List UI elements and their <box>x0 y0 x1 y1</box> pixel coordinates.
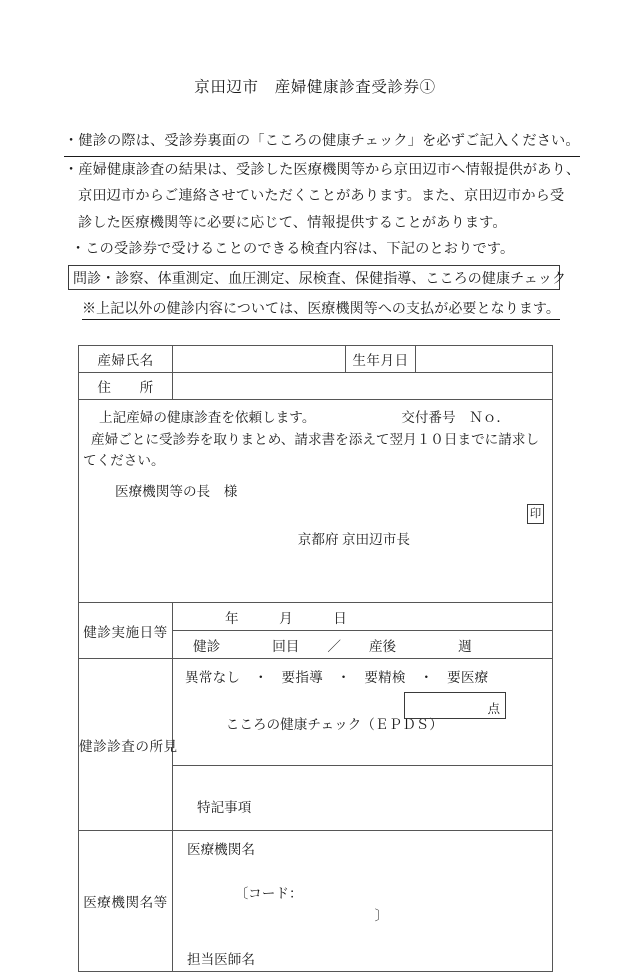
count-unit: 回目 <box>272 638 300 654</box>
request-issuer-row <box>79 507 552 593</box>
exam-note <box>68 298 560 320</box>
table-row-name <box>79 346 553 373</box>
intro-line-5 <box>64 236 569 263</box>
intro-notes <box>64 128 581 263</box>
label-findings: 健診診査の所見 <box>79 659 173 831</box>
epds-row <box>173 697 552 765</box>
table-row-address <box>79 373 553 400</box>
request-line-3: てください。 <box>83 453 165 468</box>
request-statement: 上記産婦の健康診査を依頼します。 <box>99 410 316 425</box>
exam-contents-box <box>68 265 567 290</box>
field-name-value[interactable] <box>173 346 346 373</box>
intro-line-4-text: 診した医療機関等に必要に応じて、情報提供することがあります。 <box>78 214 507 231</box>
issue-number-label: 交付番号 Ｎｏ． <box>401 410 510 425</box>
findings-top-cell <box>173 659 553 766</box>
request-block <box>79 400 553 603</box>
intro-line-1 <box>64 128 580 157</box>
label-name: 産婦氏名 <box>79 346 173 373</box>
label-institution: 医療機関名等 <box>79 831 173 972</box>
institution-code-row <box>187 861 552 949</box>
intro-line-3 <box>64 183 569 210</box>
exam-note-text: ※上記以外の健診内容については、医療機関等への支払が必要となります。 <box>82 298 560 320</box>
week-unit: 週 <box>458 638 472 654</box>
table-row-exam-date-upper <box>79 603 553 631</box>
notes-label: 特記事項 <box>197 800 252 815</box>
findings-options[interactable]: 異常なし ・ 要指導 ・ 要精検 ・ 要医療 <box>185 670 489 685</box>
institution-name-label: 医療機関名 <box>187 842 255 857</box>
exam-contents-text: 問診・診察、体重測定、血圧測定、尿検査、保健指導、こころの健康チェック <box>73 271 567 287</box>
field-exam-date-ymd[interactable] <box>173 603 553 631</box>
label-exam-date: 健診実施日等 <box>79 603 173 659</box>
slash-separator: ／ <box>327 638 341 654</box>
issuer-name: 京都府 京田辺市長 <box>297 531 410 547</box>
field-exam-count[interactable] <box>173 631 553 659</box>
table-row-findings-top <box>79 659 553 766</box>
findings-notes-cell[interactable] <box>173 766 553 831</box>
code-close-bracket: 〕 <box>374 908 389 923</box>
month-unit: 月 <box>279 610 294 626</box>
field-address-value[interactable] <box>173 373 553 400</box>
intro-line-2 <box>64 157 581 184</box>
postpartum-label: 産後 <box>368 638 397 654</box>
form-table <box>78 345 553 972</box>
epds-label: こころの健康チェック（ＥＰＤＳ） <box>225 717 443 732</box>
intro-line-3-text: 京田辺市からご連絡させていただくことがあります。また、京田辺市から受 <box>78 188 565 204</box>
epds-score-input[interactable] <box>404 692 506 719</box>
doctor-name-label: 担当医師名 <box>187 952 255 967</box>
intro-line-5-text: ・この受診券で受けることのできる検査内容は、下記のとおりです。 <box>71 241 515 257</box>
field-birthdate-value[interactable] <box>416 346 553 373</box>
request-addressee: 医療機関等の長 様 <box>115 483 238 499</box>
day-unit: 日 <box>333 610 348 626</box>
intro-line-1-text: ・健診の際は、受診券裏面の「こころの健康チェック」を必ずご記入ください。 <box>64 128 580 157</box>
page-title: 京田辺市 産婦健康診査受診券① <box>194 79 436 96</box>
table-row-request <box>79 400 553 603</box>
request-line-2: 産婦ごとに受診券を取りまとめ、請求書を添えて翌月１０日までに請求し <box>91 431 540 447</box>
seal-stamp-icon: 印 <box>527 504 544 524</box>
epds-unit-label: 点 <box>487 702 500 716</box>
code-open-bracket: 〔コード： <box>234 886 303 901</box>
table-row-institution <box>79 831 553 972</box>
institution-fields[interactable] <box>173 831 553 972</box>
label-birthdate: 生年月日 <box>346 346 416 373</box>
label-address: 住 所 <box>79 373 173 400</box>
year-unit: 年 <box>225 610 240 626</box>
checkup-label: 健診 <box>193 638 221 654</box>
intro-line-4 <box>64 210 569 237</box>
request-line-1 <box>79 407 552 429</box>
intro-line-2-text: ・産婦健康診査の結果は、受診した医療機関等から京田辺市へ情報提供があり、 <box>64 161 581 178</box>
